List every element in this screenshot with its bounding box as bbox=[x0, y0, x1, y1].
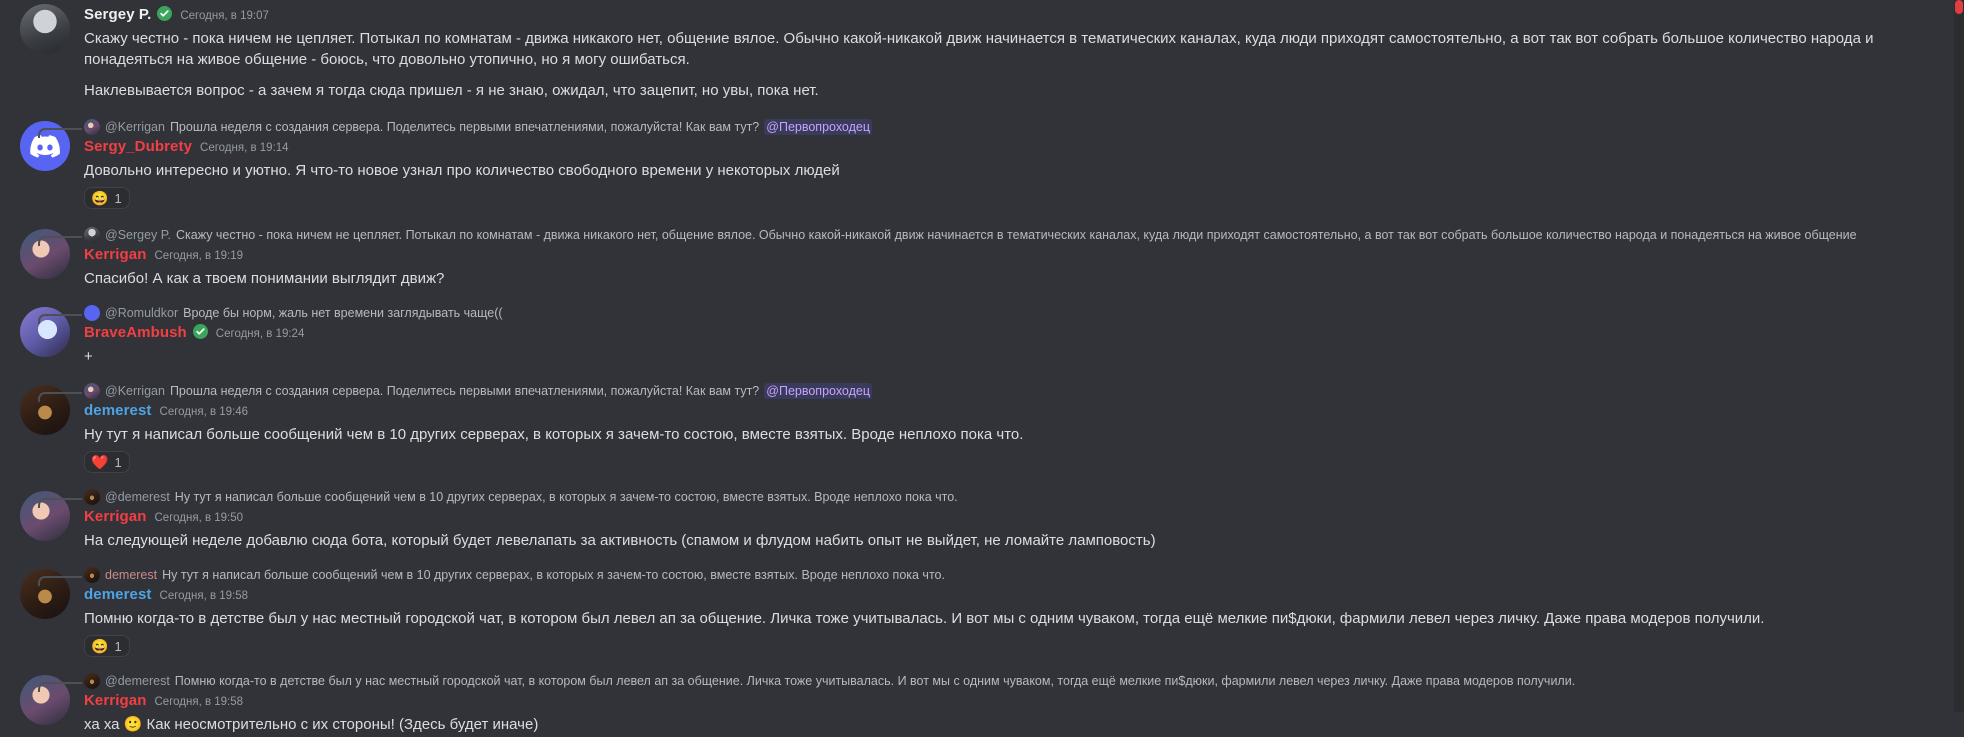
reply-spine-icon bbox=[38, 682, 82, 692]
reply-preview[interactable] bbox=[84, 383, 1944, 399]
reply-avatar bbox=[84, 119, 100, 135]
message[interactable] bbox=[0, 565, 1944, 659]
verified-badge-icon bbox=[193, 324, 208, 339]
avatar[interactable] bbox=[20, 4, 70, 54]
timestamp: Сегодня, в 19:46 bbox=[159, 406, 249, 418]
reaction-count: 1 bbox=[114, 638, 122, 654]
reply-text: Помню когда-то в детстве был у нас местный городской чат, в котором был левел ап за общение. Личка тоже учитывалась. И вот мы с одним чуваком, тогда ещё мелкие пи$дюки, фармили левел через личку. Даже права модеров получили. bbox=[174, 674, 1576, 688]
reply-text: Прошла неделя с создания сервера. Поделитесь первыми впечатлениями, пожалуйста! Как вам тут? bbox=[169, 120, 760, 134]
reaction-list[interactable] bbox=[84, 451, 1944, 473]
reply-text: Скажу честно - пока ничем не цепляет. Потыкал по комнатам - движа никакого нет, общение вялое. Обычно какой-никакой движ начинается в тематических каналах, куда люди приходят самостоятельно, а вот так вот собрать большое количество народа и понадеяться на живое общение bbox=[175, 228, 1857, 242]
message-text: ха ха 🙂 Как неосмотрительно с их стороны! (Здесь будет иначе) bbox=[84, 716, 539, 733]
message-header bbox=[84, 690, 1944, 713]
message-header bbox=[84, 584, 1944, 607]
message-text: Помню когда-то в детстве был у нас местный городской чат, в котором был левел ап за общение. Личка тоже учитывалась. И вот мы с одним чуваком, тогда ещё мелкие пи$дюки, фармили левел через личку. Даже права модеров получили. bbox=[84, 610, 1765, 627]
username[interactable]: Kerrigan bbox=[84, 508, 147, 525]
message[interactable] bbox=[0, 303, 1944, 369]
reaction[interactable] bbox=[84, 635, 130, 657]
message-header bbox=[84, 506, 1944, 529]
timestamp: Сегодня, в 19:50 bbox=[154, 512, 244, 524]
reaction-list[interactable] bbox=[84, 635, 1944, 657]
timestamp: Сегодня, в 19:58 bbox=[159, 590, 249, 602]
reply-spine-icon bbox=[38, 392, 82, 402]
username[interactable]: demerest bbox=[84, 586, 152, 603]
timestamp: Сегодня, в 19:24 bbox=[215, 328, 305, 340]
reaction-count: 1 bbox=[114, 454, 122, 470]
message-header bbox=[84, 400, 1944, 423]
message[interactable] bbox=[0, 117, 1944, 211]
reply-mention[interactable]: @Первопроходец bbox=[766, 384, 871, 398]
chat-scrollbar[interactable] bbox=[1954, 0, 1964, 712]
username[interactable]: Kerrigan bbox=[84, 692, 147, 709]
reply-spine-icon bbox=[38, 576, 82, 586]
reply-preview[interactable] bbox=[84, 489, 1944, 505]
reply-preview[interactable] bbox=[84, 119, 1944, 135]
message-text: + bbox=[84, 348, 93, 365]
reply-author[interactable]: demerest bbox=[105, 568, 158, 582]
timestamp: Сегодня, в 19:58 bbox=[154, 696, 244, 708]
reply-avatar bbox=[84, 673, 100, 689]
reply-preview[interactable] bbox=[84, 305, 1944, 321]
reply-text: Ну тут я написал больше сообщений чем в 10 других серверах, в которых я зачем-то состою, вместе взятых. Вроде неплохо пока что. bbox=[162, 568, 945, 582]
reply-text: Вроде бы норм, жаль нет времени заглядывать чаще(( bbox=[183, 306, 503, 320]
reply-preview[interactable] bbox=[84, 227, 1944, 243]
timestamp: Сегодня, в 19:14 bbox=[200, 142, 289, 154]
message[interactable] bbox=[0, 671, 1944, 737]
reply-avatar bbox=[84, 567, 100, 583]
reaction-emoji: 😄 bbox=[91, 190, 109, 206]
reply-spine-icon bbox=[38, 498, 82, 508]
reply-text: Ну тут я написал больше сообщений чем в 10 других серверах, в которых я зачем-то состою, вместе взятых. Вроде неплохо пока что. bbox=[174, 490, 958, 504]
reply-mention[interactable]: @Первопроходец bbox=[766, 120, 871, 134]
message-header bbox=[84, 244, 1944, 267]
reply-author[interactable]: @demerest bbox=[105, 674, 170, 688]
reaction-list[interactable] bbox=[84, 187, 1944, 209]
message-header bbox=[84, 322, 1944, 345]
message[interactable] bbox=[0, 381, 1944, 475]
reply-avatar bbox=[84, 227, 100, 243]
reply-spine-icon bbox=[38, 236, 82, 246]
message[interactable] bbox=[0, 0, 1944, 103]
reply-author[interactable]: @Romuldkor bbox=[105, 306, 179, 320]
reply-avatar bbox=[84, 383, 100, 399]
message-header bbox=[84, 136, 1944, 159]
reply-avatar bbox=[84, 305, 100, 321]
reaction[interactable] bbox=[84, 187, 130, 209]
message-text: Скажу честно - пока ничем не цепляет. Потыкал по комнатам - движа никакого нет, общение вялое. Обычно какой-никакой движ начинается в тематических каналах, куда люди приходят самостоятельно, а вот так вот собрать большое количество народа и понадеяться на живое общение - боюсь, что довольно утопично, но я могу ошибаться. bbox=[84, 30, 1878, 68]
reply-preview[interactable] bbox=[84, 567, 1944, 583]
reply-preview[interactable] bbox=[84, 673, 1944, 689]
reply-author[interactable]: @demerest bbox=[105, 490, 170, 504]
message-text: Ну тут я написал больше сообщений чем в 10 других серверах, в которых я зачем-то состою, вместе взятых. Вроде неплохо пока что. bbox=[84, 426, 1024, 443]
reply-author[interactable]: @Kerrigan bbox=[105, 120, 165, 134]
scrollbar-thumb[interactable] bbox=[1955, 0, 1963, 14]
username[interactable]: BraveAmbush bbox=[84, 324, 187, 341]
username[interactable]: Sergy_Dubrety bbox=[84, 138, 193, 155]
username[interactable]: Sergey P. bbox=[84, 6, 152, 23]
reaction-count: 1 bbox=[114, 190, 122, 206]
timestamp: Сегодня, в 19:07 bbox=[180, 10, 269, 22]
username[interactable]: Kerrigan bbox=[84, 246, 147, 263]
message-header bbox=[84, 4, 1944, 27]
reply-spine-icon bbox=[38, 314, 82, 324]
reply-avatar bbox=[84, 489, 100, 505]
reply-spine-icon bbox=[38, 128, 82, 138]
reaction[interactable] bbox=[84, 451, 130, 473]
reply-author[interactable]: @Kerrigan bbox=[105, 384, 165, 398]
message-text: Спасибо! А как а твоем понимании выглядит движ? bbox=[84, 270, 445, 287]
timestamp: Сегодня, в 19:19 bbox=[154, 250, 244, 262]
message-text: Довольно интересно и уютно. Я что-то новое узнал про количество свободного времени у некоторых людей bbox=[84, 162, 840, 179]
verified-badge-icon bbox=[157, 6, 172, 21]
reply-author[interactable]: @Sergey P. bbox=[105, 228, 171, 242]
message[interactable] bbox=[0, 225, 1944, 291]
reaction-emoji: ❤️ bbox=[91, 454, 109, 470]
username[interactable]: demerest bbox=[84, 402, 152, 419]
message-text: Наклевывается вопрос - а зачем я тогда сюда пришел - я не знаю, ожидал, что зацепит, но увы, пока нет. bbox=[84, 82, 819, 99]
message-text: На следующей неделе добавлю сюда бота, который будет левелапать за активность (спамом и флудом набить опыт не выйдет, не ломайте ламповость) bbox=[84, 532, 1156, 549]
reply-text: Прошла неделя с создания сервера. Поделитесь первыми впечатлениями, пожалуйста! Как вам тут? bbox=[169, 384, 760, 398]
reaction-emoji: 😄 bbox=[91, 638, 109, 654]
message[interactable] bbox=[0, 487, 1944, 553]
